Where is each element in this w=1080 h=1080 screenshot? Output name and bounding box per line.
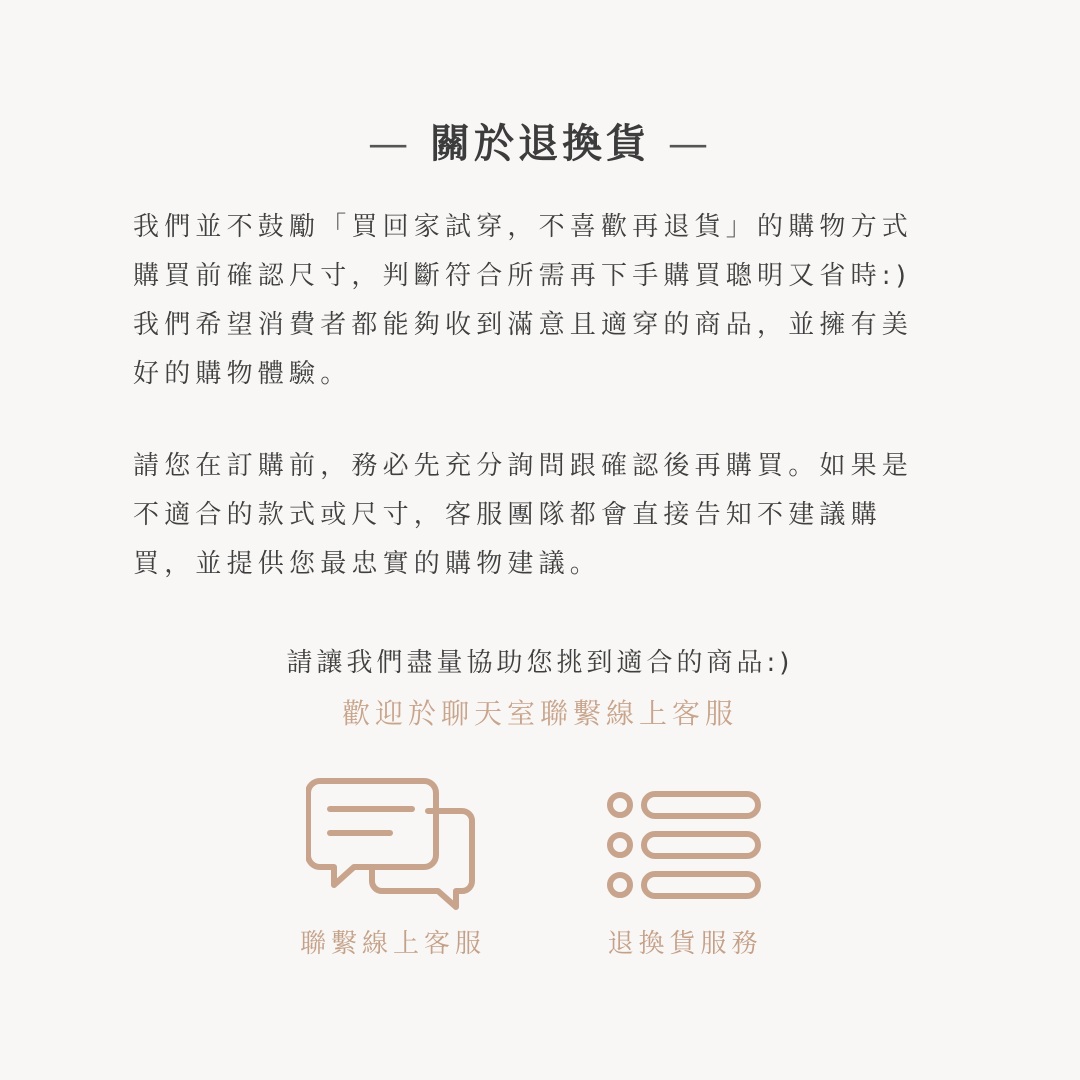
paragraph-line: 購買前確認尺寸，判斷符合所需再下手購買聰明又省時:) bbox=[133, 261, 912, 291]
title-dash-left: — bbox=[368, 121, 413, 167]
list-icon bbox=[606, 789, 764, 901]
chat-invite-message: 歡迎於聊天室聯繫線上客服 bbox=[341, 697, 738, 730]
policy-paragraph-2 bbox=[133, 442, 947, 589]
chat-bubbles-icon bbox=[306, 777, 480, 913]
paragraph-line: 不適合的款式或尺寸，客服團隊都會直接告知不建議購 bbox=[133, 500, 882, 530]
return-exchange-service-button[interactable] bbox=[565, 775, 805, 960]
paragraph-line: 好的購物體驗。 bbox=[133, 359, 352, 389]
contact-online-service-button[interactable] bbox=[273, 775, 513, 960]
help-message: 請讓我們盡量協助您挑到適合的商品:) bbox=[286, 648, 794, 678]
paragraph-line: 我們並不鼓勵「買回家試穿，不喜歡再退貨」的購物方式 bbox=[133, 212, 914, 242]
page-title bbox=[0, 112, 1080, 169]
contact-online-service-label: 聯繫線上客服 bbox=[299, 929, 486, 959]
policy-paragraph-1 bbox=[133, 203, 947, 399]
title-dash-right: — bbox=[667, 121, 712, 167]
paragraph-line: 請您在訂購前，務必先充分詢問跟確認後再購買。如果是 bbox=[133, 451, 914, 481]
return-exchange-service-label: 退換貨服務 bbox=[607, 929, 763, 959]
paragraph-line: 我們希望消費者都能夠收到滿意且適穿的商品，並擁有美 bbox=[133, 310, 914, 340]
title-text: 關於退換貨 bbox=[430, 120, 650, 167]
paragraph-line: 買，並提供您最忠實的購物建議。 bbox=[133, 549, 602, 579]
